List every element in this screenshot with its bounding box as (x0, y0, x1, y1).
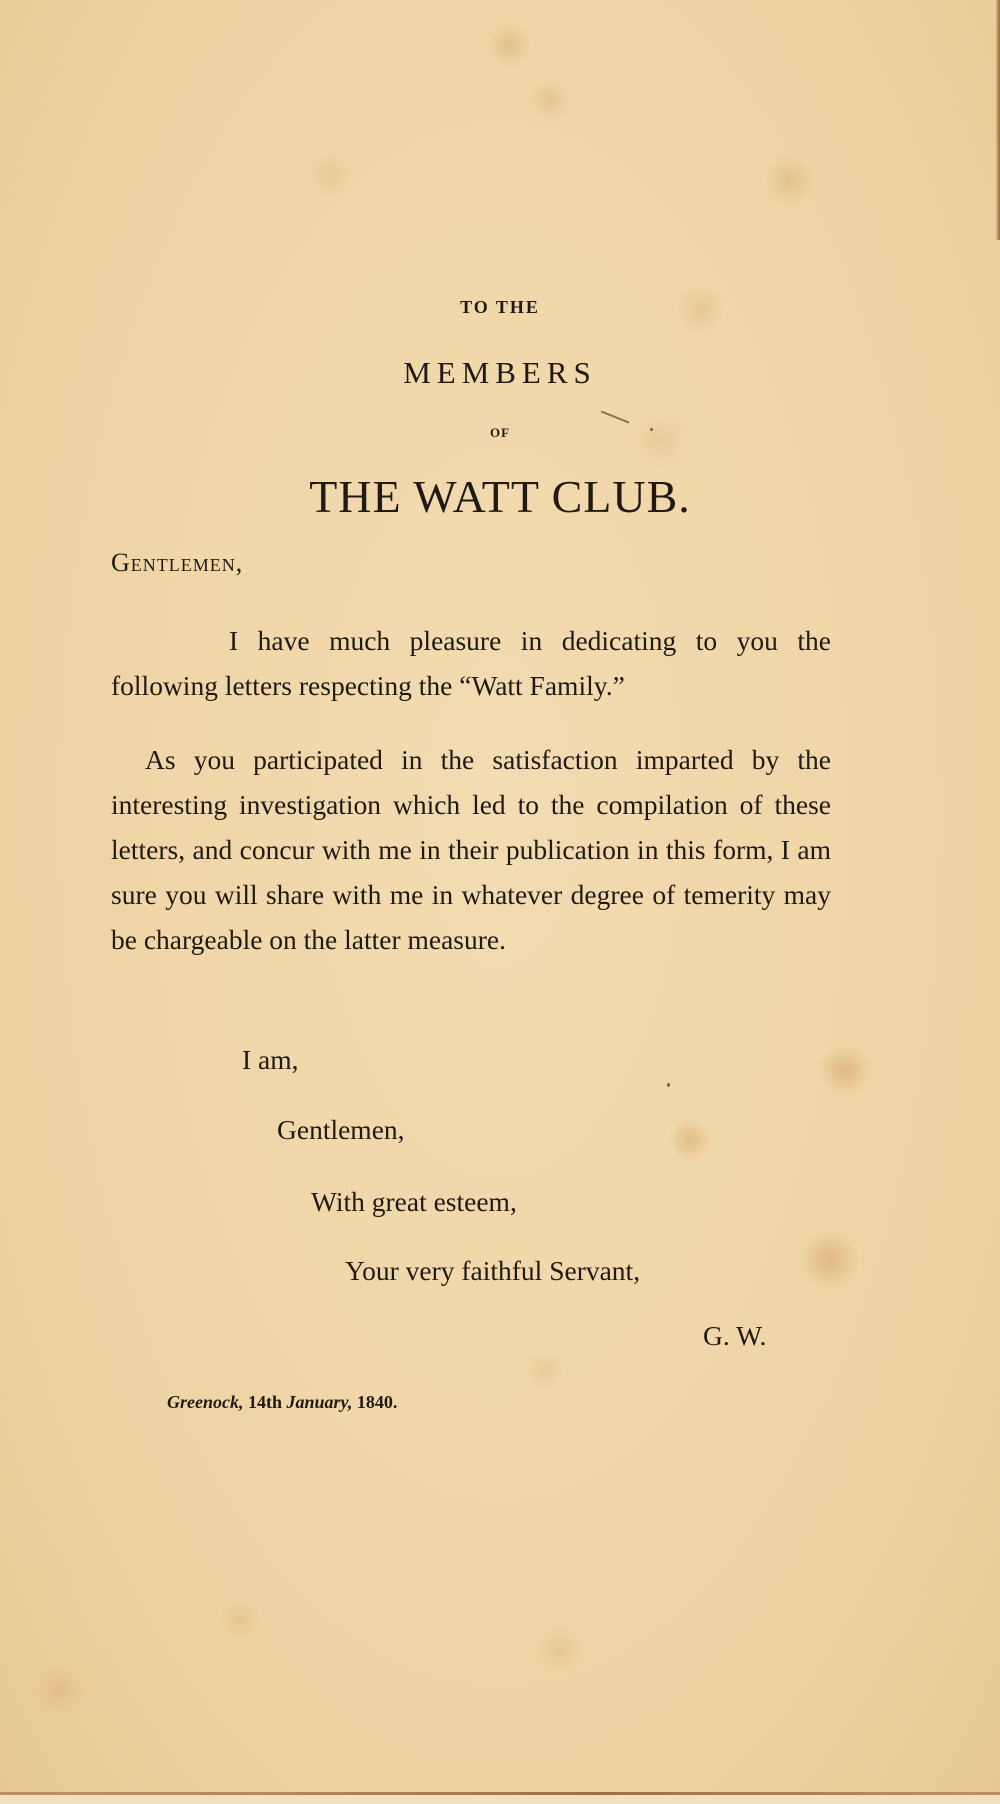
closing-esteem: With great esteem, (311, 1186, 517, 1217)
heading-club-name: THE WATT CLUB. (309, 471, 691, 522)
page-edge-right (996, 0, 1000, 240)
closing-servant: Your very faithful Servant, (345, 1255, 641, 1286)
dateline-place: Greenock, (167, 1392, 244, 1412)
closing-gentlemen: Gentlemen, (277, 1114, 405, 1145)
salutation: Gentlemen, (111, 548, 244, 577)
heading-members: MEMBERS (403, 355, 597, 390)
dateline-month: January, (286, 1392, 353, 1412)
dateline-day: 14th (247, 1392, 282, 1412)
heading-to-the: TO THE (460, 297, 540, 317)
page-bottom-strip (0, 1795, 1000, 1804)
signature-initials: G. W. (703, 1320, 767, 1351)
closing-i-am: I am, (242, 1044, 299, 1075)
dateline-year: 1840. (356, 1392, 398, 1412)
paragraph-dedication: I have much pleasure in dedicating to you the following letters respecting the “Watt Family.” (111, 625, 831, 701)
dateline (167, 1392, 397, 1413)
heading-of: OF (489, 425, 511, 440)
ink-speck (667, 1083, 670, 1087)
paragraph-participation: As you participated in the satisfaction imparted by the interesting investigation which led to the compilation of these letters, and concur with me in their publication in this form, I am sure you will share with me in whatever degree of temerity may be chargeable on the latter measure. (111, 744, 831, 955)
pencil-mark (601, 410, 630, 423)
